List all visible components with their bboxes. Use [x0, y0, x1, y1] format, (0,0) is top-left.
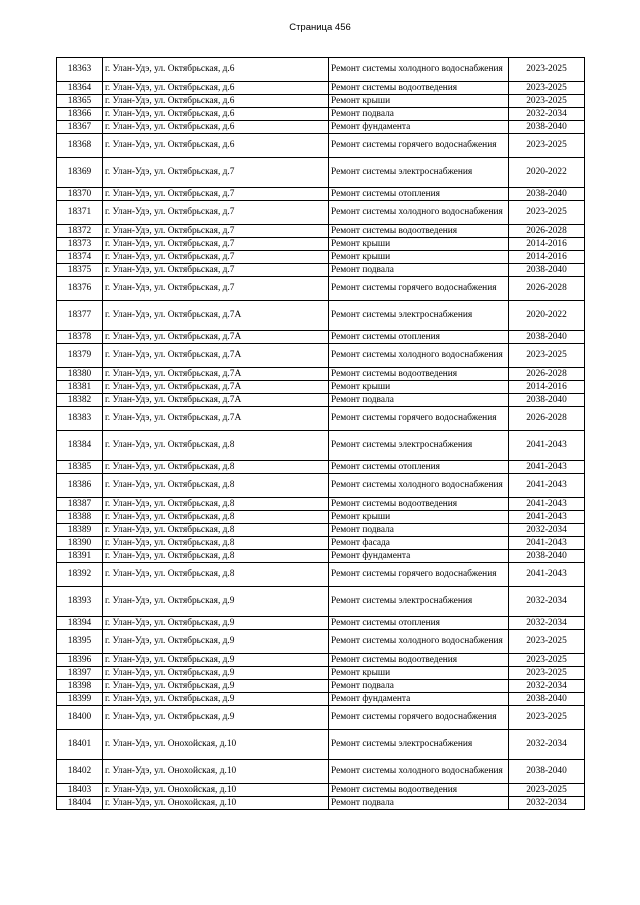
period-cell: 2032-2034: [509, 797, 585, 810]
work-type-cell: Ремонт системы горячего водоснабжения: [329, 134, 509, 158]
address-cell: г. Улан-Удэ, ул. Октябрьская, д.9: [103, 617, 329, 630]
address-cell: г. Улан-Удэ, ул. Октябрьская, д.8: [103, 498, 329, 511]
table-row: [57, 524, 585, 537]
row-number-cell: 18383: [57, 407, 103, 431]
row-number-cell: 18373: [57, 238, 103, 251]
period-cell: 2041-2043: [509, 474, 585, 498]
period-cell: 2032-2034: [509, 587, 585, 617]
table-row: [57, 431, 585, 461]
work-type-cell: Ремонт системы горячего водоснабжения: [329, 277, 509, 301]
address-cell: г. Улан-Удэ, ул. Октябрьская, д.8: [103, 524, 329, 537]
table-row: [57, 368, 585, 381]
row-number-cell: 18395: [57, 630, 103, 654]
row-number-cell: 18379: [57, 344, 103, 368]
row-number-cell: 18381: [57, 381, 103, 394]
table-row: [57, 587, 585, 617]
period-cell: 2041-2043: [509, 563, 585, 587]
period-cell: 2023-2025: [509, 344, 585, 368]
row-number-cell: 18400: [57, 706, 103, 730]
row-number-cell: 18370: [57, 188, 103, 201]
address-cell: г. Улан-Удэ, ул. Октябрьская, д.7: [103, 158, 329, 188]
address-cell: г. Улан-Удэ, ул. Октябрьская, д.6: [103, 95, 329, 108]
table-row: [57, 680, 585, 693]
address-cell: г. Улан-Удэ, ул. Октябрьская, д.7А: [103, 331, 329, 344]
row-number-cell: 18388: [57, 511, 103, 524]
address-cell: г. Улан-Удэ, ул. Онохойская, д.10: [103, 797, 329, 810]
row-number-cell: 18399: [57, 693, 103, 706]
work-type-cell: Ремонт системы водоотведения: [329, 368, 509, 381]
repair-schedule-table: [56, 57, 585, 810]
table-row: [57, 301, 585, 331]
table-row: [57, 630, 585, 654]
address-cell: г. Улан-Удэ, ул. Онохойская, д.10: [103, 784, 329, 797]
row-number-cell: 18402: [57, 760, 103, 784]
address-cell: г. Улан-Удэ, ул. Октябрьская, д.9: [103, 693, 329, 706]
row-number-cell: 18393: [57, 587, 103, 617]
period-cell: 2038-2040: [509, 121, 585, 134]
period-cell: 2020-2022: [509, 301, 585, 331]
work-type-cell: Ремонт системы холодного водоснабжения: [329, 474, 509, 498]
table-row: [57, 407, 585, 431]
table-row: [57, 784, 585, 797]
table-row: [57, 264, 585, 277]
period-cell: 2032-2034: [509, 617, 585, 630]
table-row: [57, 381, 585, 394]
address-cell: г. Улан-Удэ, ул. Октябрьская, д.8: [103, 461, 329, 474]
period-cell: 2032-2034: [509, 524, 585, 537]
work-type-cell: Ремонт подвала: [329, 797, 509, 810]
address-cell: г. Улан-Удэ, ул. Октябрьская, д.9: [103, 630, 329, 654]
row-number-cell: 18384: [57, 431, 103, 461]
row-number-cell: 18365: [57, 95, 103, 108]
row-number-cell: 18376: [57, 277, 103, 301]
table-row: [57, 277, 585, 301]
work-type-cell: Ремонт фундамента: [329, 693, 509, 706]
table-row: [57, 797, 585, 810]
row-number-cell: 18396: [57, 654, 103, 667]
address-cell: г. Улан-Удэ, ул. Октябрьская, д.7: [103, 201, 329, 225]
page-number-header: Страница 456: [289, 22, 351, 33]
work-type-cell: Ремонт системы электроснабжения: [329, 431, 509, 461]
work-type-cell: Ремонт системы водоотведения: [329, 82, 509, 95]
row-number-cell: 18390: [57, 537, 103, 550]
period-cell: 2032-2034: [509, 730, 585, 760]
period-cell: 2023-2025: [509, 82, 585, 95]
row-number-cell: 18403: [57, 784, 103, 797]
row-number-cell: 18385: [57, 461, 103, 474]
address-cell: г. Улан-Удэ, ул. Онохойская, д.10: [103, 760, 329, 784]
row-number-cell: 18387: [57, 498, 103, 511]
work-type-cell: Ремонт системы водоотведения: [329, 654, 509, 667]
address-cell: г. Улан-Удэ, ул. Октябрьская, д.7: [103, 277, 329, 301]
address-cell: г. Улан-Удэ, ул. Октябрьская, д.8: [103, 563, 329, 587]
period-cell: 2020-2022: [509, 158, 585, 188]
address-cell: г. Улан-Удэ, ул. Октябрьская, д.7А: [103, 381, 329, 394]
address-cell: г. Улан-Удэ, ул. Октябрьская, д.7А: [103, 368, 329, 381]
address-cell: г. Улан-Удэ, ул. Октябрьская, д.8: [103, 474, 329, 498]
work-type-cell: Ремонт системы электроснабжения: [329, 301, 509, 331]
work-type-cell: Ремонт системы холодного водоснабжения: [329, 760, 509, 784]
table-row: [57, 617, 585, 630]
address-cell: г. Улан-Удэ, ул. Октябрьская, д.9: [103, 680, 329, 693]
table-row: [57, 201, 585, 225]
address-cell: г. Улан-Удэ, ул. Октябрьская, д.6: [103, 58, 329, 82]
table-row: [57, 730, 585, 760]
row-number-cell: 18382: [57, 394, 103, 407]
work-type-cell: Ремонт крыши: [329, 667, 509, 680]
work-type-cell: Ремонт системы электроснабжения: [329, 158, 509, 188]
period-cell: 2032-2034: [509, 108, 585, 121]
period-cell: 2026-2028: [509, 368, 585, 381]
table-row: [57, 511, 585, 524]
row-number-cell: 18375: [57, 264, 103, 277]
table-row: [57, 158, 585, 188]
row-number-cell: 18371: [57, 201, 103, 225]
row-number-cell: 18367: [57, 121, 103, 134]
table-row: [57, 121, 585, 134]
period-cell: 2041-2043: [509, 461, 585, 474]
work-type-cell: Ремонт крыши: [329, 95, 509, 108]
table-row: [57, 474, 585, 498]
table-row: [57, 82, 585, 95]
period-cell: 2041-2043: [509, 537, 585, 550]
table-row: [57, 95, 585, 108]
address-cell: г. Улан-Удэ, ул. Октябрьская, д.9: [103, 654, 329, 667]
row-number-cell: 18404: [57, 797, 103, 810]
row-number-cell: 18366: [57, 108, 103, 121]
address-cell: г. Улан-Удэ, ул. Онохойская, д.10: [103, 730, 329, 760]
period-cell: 2026-2028: [509, 407, 585, 431]
table-row: [57, 108, 585, 121]
period-cell: 2038-2040: [509, 550, 585, 563]
table-row: [57, 225, 585, 238]
table-row: [57, 58, 585, 82]
work-type-cell: Ремонт крыши: [329, 511, 509, 524]
period-cell: 2014-2016: [509, 238, 585, 251]
row-number-cell: 18391: [57, 550, 103, 563]
row-number-cell: 18398: [57, 680, 103, 693]
table-row: [57, 563, 585, 587]
work-type-cell: Ремонт системы холодного водоснабжения: [329, 201, 509, 225]
table-row: [57, 498, 585, 511]
row-number-cell: 18401: [57, 730, 103, 760]
period-cell: 2014-2016: [509, 251, 585, 264]
row-number-cell: 18392: [57, 563, 103, 587]
work-type-cell: Ремонт системы электроснабжения: [329, 730, 509, 760]
period-cell: 2038-2040: [509, 331, 585, 344]
period-cell: 2041-2043: [509, 511, 585, 524]
row-number-cell: 18397: [57, 667, 103, 680]
work-type-cell: Ремонт системы отопления: [329, 461, 509, 474]
address-cell: г. Улан-Удэ, ул. Октябрьская, д.6: [103, 82, 329, 95]
address-cell: г. Улан-Удэ, ул. Октябрьская, д.7А: [103, 344, 329, 368]
period-cell: 2023-2025: [509, 667, 585, 680]
period-cell: 2038-2040: [509, 394, 585, 407]
row-number-cell: 18372: [57, 225, 103, 238]
work-type-cell: Ремонт фасада: [329, 537, 509, 550]
work-type-cell: Ремонт системы водоотведения: [329, 498, 509, 511]
period-cell: 2038-2040: [509, 264, 585, 277]
address-cell: г. Улан-Удэ, ул. Октябрьская, д.7: [103, 225, 329, 238]
work-type-cell: Ремонт системы электроснабжения: [329, 587, 509, 617]
period-cell: 2041-2043: [509, 431, 585, 461]
address-cell: г. Улан-Удэ, ул. Октябрьская, д.6: [103, 108, 329, 121]
table-row: [57, 550, 585, 563]
period-cell: 2032-2034: [509, 680, 585, 693]
row-number-cell: 18374: [57, 251, 103, 264]
row-number-cell: 18369: [57, 158, 103, 188]
address-cell: г. Улан-Удэ, ул. Октябрьская, д.8: [103, 431, 329, 461]
period-cell: 2023-2025: [509, 58, 585, 82]
row-number-cell: 18377: [57, 301, 103, 331]
work-type-cell: Ремонт системы водоотведения: [329, 225, 509, 238]
period-cell: 2023-2025: [509, 201, 585, 225]
row-number-cell: 18363: [57, 58, 103, 82]
table-row: [57, 188, 585, 201]
period-cell: 2038-2040: [509, 693, 585, 706]
work-type-cell: Ремонт крыши: [329, 251, 509, 264]
table-row: [57, 654, 585, 667]
row-number-cell: 18394: [57, 617, 103, 630]
work-type-cell: Ремонт подвала: [329, 394, 509, 407]
work-type-cell: Ремонт подвала: [329, 264, 509, 277]
address-cell: г. Улан-Удэ, ул. Октябрьская, д.7: [103, 188, 329, 201]
period-cell: 2026-2028: [509, 225, 585, 238]
address-cell: г. Улан-Удэ, ул. Октябрьская, д.7: [103, 238, 329, 251]
table-row: [57, 134, 585, 158]
work-type-cell: Ремонт системы отопления: [329, 331, 509, 344]
work-type-cell: Ремонт системы холодного водоснабжения: [329, 344, 509, 368]
address-cell: г. Улан-Удэ, ул. Октябрьская, д.7: [103, 264, 329, 277]
work-type-cell: Ремонт крыши: [329, 238, 509, 251]
row-number-cell: 18389: [57, 524, 103, 537]
work-type-cell: Ремонт системы отопления: [329, 617, 509, 630]
row-number-cell: 18368: [57, 134, 103, 158]
period-cell: 2014-2016: [509, 381, 585, 394]
table-body: [57, 58, 585, 810]
work-type-cell: Ремонт фундамента: [329, 121, 509, 134]
period-cell: 2023-2025: [509, 95, 585, 108]
period-cell: 2041-2043: [509, 498, 585, 511]
table-row: [57, 667, 585, 680]
address-cell: г. Улан-Удэ, ул. Октябрьская, д.7А: [103, 407, 329, 431]
table-row: [57, 238, 585, 251]
table-row: [57, 693, 585, 706]
address-cell: г. Улан-Удэ, ул. Октябрьская, д.6: [103, 134, 329, 158]
work-type-cell: Ремонт фундамента: [329, 550, 509, 563]
work-type-cell: Ремонт подвала: [329, 524, 509, 537]
work-type-cell: Ремонт подвала: [329, 108, 509, 121]
address-cell: г. Улан-Удэ, ул. Октябрьская, д.7А: [103, 301, 329, 331]
table-row: [57, 537, 585, 550]
work-type-cell: Ремонт системы отопления: [329, 188, 509, 201]
period-cell: 2038-2040: [509, 188, 585, 201]
work-type-cell: Ремонт подвала: [329, 680, 509, 693]
period-cell: 2023-2025: [509, 630, 585, 654]
address-cell: г. Улан-Удэ, ул. Октябрьская, д.8: [103, 550, 329, 563]
work-type-cell: Ремонт системы горячего водоснабжения: [329, 563, 509, 587]
address-cell: г. Улан-Удэ, ул. Октябрьская, д.7: [103, 251, 329, 264]
address-cell: г. Улан-Удэ, ул. Октябрьская, д.9: [103, 587, 329, 617]
table-row: [57, 344, 585, 368]
work-type-cell: Ремонт системы горячего водоснабжения: [329, 407, 509, 431]
table-row: [57, 461, 585, 474]
period-cell: 2023-2025: [509, 654, 585, 667]
work-type-cell: Ремонт системы холодного водоснабжения: [329, 58, 509, 82]
address-cell: г. Улан-Удэ, ул. Октябрьская, д.6: [103, 121, 329, 134]
row-number-cell: 18378: [57, 331, 103, 344]
address-cell: г. Улан-Удэ, ул. Октябрьская, д.9: [103, 667, 329, 680]
address-cell: г. Улан-Удэ, ул. Октябрьская, д.9: [103, 706, 329, 730]
table-row: [57, 331, 585, 344]
table-row: [57, 394, 585, 407]
address-cell: г. Улан-Удэ, ул. Октябрьская, д.7А: [103, 394, 329, 407]
row-number-cell: 18386: [57, 474, 103, 498]
work-type-cell: Ремонт системы холодного водоснабжения: [329, 630, 509, 654]
row-number-cell: 18364: [57, 82, 103, 95]
row-number-cell: 18380: [57, 368, 103, 381]
address-cell: г. Улан-Удэ, ул. Октябрьская, д.8: [103, 537, 329, 550]
period-cell: 2023-2025: [509, 784, 585, 797]
work-type-cell: Ремонт крыши: [329, 381, 509, 394]
period-cell: 2026-2028: [509, 277, 585, 301]
period-cell: 2038-2040: [509, 760, 585, 784]
address-cell: г. Улан-Удэ, ул. Октябрьская, д.8: [103, 511, 329, 524]
table-row: [57, 251, 585, 264]
work-type-cell: Ремонт системы горячего водоснабжения: [329, 706, 509, 730]
work-type-cell: Ремонт системы водоотведения: [329, 784, 509, 797]
table-row: [57, 706, 585, 730]
period-cell: 2023-2025: [509, 134, 585, 158]
period-cell: 2023-2025: [509, 706, 585, 730]
table-row: [57, 760, 585, 784]
